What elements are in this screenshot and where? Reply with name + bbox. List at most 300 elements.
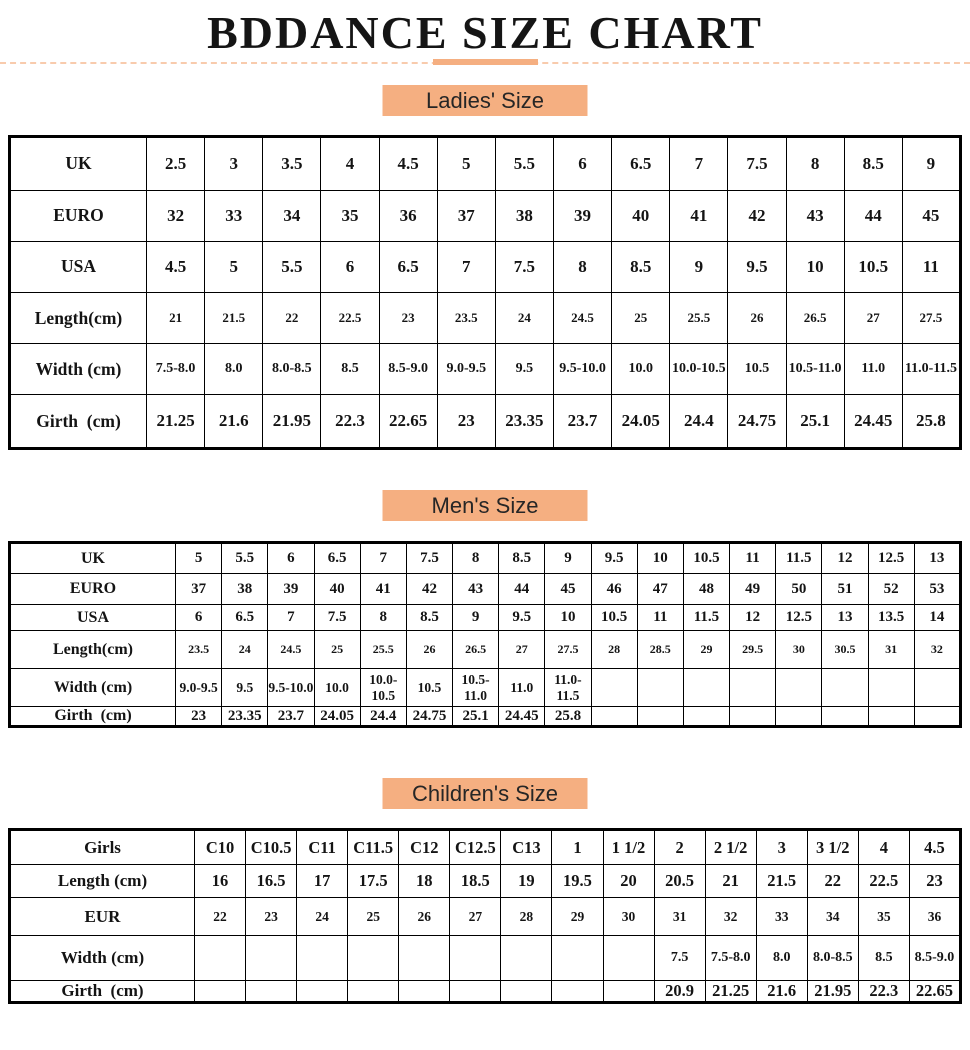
size-value-cell: 10.5 (683, 543, 729, 574)
size-value-cell: 6 (176, 605, 222, 631)
size-value-cell (399, 936, 450, 981)
size-value-cell: 25 (348, 898, 399, 936)
size-value-cell (450, 936, 501, 981)
size-value-cell: 24 (297, 898, 348, 936)
size-value-cell (591, 707, 637, 727)
size-value-cell: 21.5 (205, 292, 263, 343)
size-value-cell: 25.5 (360, 631, 406, 669)
size-value-cell: 53 (914, 574, 960, 605)
size-value-cell: 39 (268, 574, 314, 605)
size-value-cell: 29 (552, 898, 603, 936)
size-value-cell: 11.0-11.5 (902, 344, 960, 395)
size-value-cell: 19.5 (552, 865, 603, 898)
size-value-cell: C13 (501, 830, 552, 865)
size-value-cell (868, 707, 914, 727)
size-value-cell: 8 (553, 241, 611, 292)
size-value-cell (637, 707, 683, 727)
size-value-cell: 2 1/2 (705, 830, 756, 865)
size-value-cell: 30 (603, 898, 654, 936)
row-label-cell: UK (10, 137, 147, 191)
row-label-cell: Girth (cm) (10, 707, 176, 727)
table-row (10, 707, 961, 727)
page-title: BDDANCE SIZE CHART (207, 7, 763, 58)
size-value-cell (914, 669, 960, 707)
size-value-cell: 21.6 (756, 981, 807, 1003)
size-value-cell: 3 (756, 830, 807, 865)
size-value-cell: 8.0 (205, 344, 263, 395)
size-value-cell: 5.5 (263, 241, 321, 292)
size-value-cell: 18 (399, 865, 450, 898)
size-value-cell (603, 936, 654, 981)
row-label-cell: EURO (10, 190, 147, 241)
title-underline-accent (433, 59, 538, 65)
size-value-cell: 23 (246, 898, 297, 936)
size-value-cell: 10.5 (406, 669, 452, 707)
size-value-cell: 30.5 (822, 631, 868, 669)
size-value-cell: 27.5 (545, 631, 591, 669)
size-value-cell: 24.4 (360, 707, 406, 727)
size-value-cell: C11 (297, 830, 348, 865)
size-value-cell: 25.1 (786, 395, 844, 449)
table-row (10, 241, 961, 292)
size-value-cell: 51 (822, 574, 868, 605)
row-label-cell: Length(cm) (10, 292, 147, 343)
size-value-cell: 11 (730, 543, 776, 574)
size-value-cell: 21 (147, 292, 205, 343)
size-value-cell: 6.5 (314, 543, 360, 574)
size-value-cell (501, 936, 552, 981)
size-value-cell: 7.5 (495, 241, 553, 292)
size-value-cell: 23 (176, 707, 222, 727)
size-value-cell: 46 (591, 574, 637, 605)
size-value-cell: 38 (222, 574, 268, 605)
size-value-cell: 43 (453, 574, 499, 605)
size-value-cell: 10 (637, 543, 683, 574)
size-value-cell: 23.5 (437, 292, 495, 343)
size-value-cell (603, 981, 654, 1003)
size-value-cell: 29 (683, 631, 729, 669)
size-value-cell (730, 707, 776, 727)
size-value-cell: 25.8 (902, 395, 960, 449)
size-value-cell: 7.5-8.0 (705, 936, 756, 981)
table-row (10, 543, 961, 574)
size-value-cell: 5 (176, 543, 222, 574)
size-value-cell: 20.9 (654, 981, 705, 1003)
size-value-cell: 24.45 (844, 395, 902, 449)
size-value-cell: 13 (822, 605, 868, 631)
size-value-cell: 10.5 (728, 344, 786, 395)
size-value-cell: 31 (654, 898, 705, 936)
size-value-cell: 2.5 (147, 137, 205, 191)
size-value-cell: 24.75 (406, 707, 452, 727)
size-value-cell: 5.5 (495, 137, 553, 191)
size-value-cell: 8 (360, 605, 406, 631)
size-value-cell: 8 (786, 137, 844, 191)
size-value-cell: 10 (786, 241, 844, 292)
size-value-cell: 11.0 (499, 669, 545, 707)
size-value-cell: 10.5-11.0 (453, 669, 499, 707)
size-value-cell: 27 (450, 898, 501, 936)
size-value-cell: 26.5 (453, 631, 499, 669)
size-value-cell: 28 (591, 631, 637, 669)
size-value-cell: C12 (399, 830, 450, 865)
size-value-cell: 23 (437, 395, 495, 449)
size-value-cell: 7.5 (728, 137, 786, 191)
size-value-cell: 10.5 (591, 605, 637, 631)
size-value-cell: 22 (807, 865, 858, 898)
size-value-cell: 30 (776, 631, 822, 669)
childrens-size-table (8, 828, 962, 1004)
row-label-cell: Girls (10, 830, 195, 865)
size-value-cell: 8.5-9.0 (379, 344, 437, 395)
size-value-cell (683, 669, 729, 707)
ladies-size-header: Ladies' Size (383, 85, 588, 116)
size-value-cell: 32 (147, 190, 205, 241)
row-label-cell: EURO (10, 574, 176, 605)
size-value-cell: 4 (858, 830, 909, 865)
size-value-cell: 23 (909, 865, 960, 898)
size-value-cell: 11 (637, 605, 683, 631)
row-label-cell: Girth (cm) (10, 981, 195, 1003)
size-value-cell (501, 981, 552, 1003)
size-value-cell: 25 (314, 631, 360, 669)
size-value-cell: 36 (379, 190, 437, 241)
size-value-cell: 6.5 (379, 241, 437, 292)
size-value-cell: 20.5 (654, 865, 705, 898)
size-value-cell (246, 981, 297, 1003)
size-value-cell: 3.5 (263, 137, 321, 191)
size-value-cell: 13.5 (868, 605, 914, 631)
size-value-cell: 24 (222, 631, 268, 669)
size-value-cell (195, 981, 246, 1003)
size-value-cell: 28.5 (637, 631, 683, 669)
size-value-cell: 10.0 (612, 344, 670, 395)
size-value-cell: 37 (437, 190, 495, 241)
size-value-cell: 22.5 (321, 292, 379, 343)
size-value-cell: 52 (868, 574, 914, 605)
size-value-cell: 29.5 (730, 631, 776, 669)
size-value-cell: 34 (263, 190, 321, 241)
table-row (10, 669, 961, 707)
size-value-cell: 17.5 (348, 865, 399, 898)
size-value-cell: 5 (205, 241, 263, 292)
size-value-cell: 10 (545, 605, 591, 631)
size-value-cell: 16 (195, 865, 246, 898)
size-value-cell (297, 981, 348, 1003)
size-value-cell: 49 (730, 574, 776, 605)
size-value-cell: 13 (914, 543, 960, 574)
size-value-cell: 8.0-8.5 (807, 936, 858, 981)
size-value-cell: 2 (654, 830, 705, 865)
size-value-cell: 7.5 (314, 605, 360, 631)
size-value-cell: 31 (868, 631, 914, 669)
size-value-cell: 24.4 (670, 395, 728, 449)
size-value-cell: 23.35 (495, 395, 553, 449)
size-value-cell: 5 (437, 137, 495, 191)
size-value-cell: 50 (776, 574, 822, 605)
size-value-cell (914, 707, 960, 727)
size-value-cell: C12.5 (450, 830, 501, 865)
size-value-cell: 33 (756, 898, 807, 936)
size-value-cell: 45 (545, 574, 591, 605)
table-row (10, 981, 961, 1003)
size-value-cell: 10.0 (314, 669, 360, 707)
size-value-cell: 9.5 (728, 241, 786, 292)
table-row (10, 574, 961, 605)
size-value-cell: 41 (670, 190, 728, 241)
size-value-cell (195, 936, 246, 981)
size-value-cell: 8.5 (612, 241, 670, 292)
size-value-cell: 23.7 (268, 707, 314, 727)
size-value-cell: 27 (499, 631, 545, 669)
size-value-cell: 21.25 (147, 395, 205, 449)
size-value-cell: 4 (321, 137, 379, 191)
size-value-cell: 45 (902, 190, 960, 241)
row-label-cell: Length(cm) (10, 631, 176, 669)
table-row (10, 936, 961, 981)
size-value-cell: 24.5 (268, 631, 314, 669)
size-value-cell: 4.5 (909, 830, 960, 865)
size-value-cell: 18.5 (450, 865, 501, 898)
size-value-cell: 8.5-9.0 (909, 936, 960, 981)
row-label-cell: Girth (cm) (10, 395, 147, 449)
size-value-cell: 23.7 (553, 395, 611, 449)
size-value-cell: 26 (406, 631, 452, 669)
size-value-cell: 39 (553, 190, 611, 241)
size-value-cell: 3 1/2 (807, 830, 858, 865)
size-value-cell: 42 (406, 574, 452, 605)
size-value-cell: 34 (807, 898, 858, 936)
size-value-cell: 7.5-8.0 (147, 344, 205, 395)
size-value-cell: 16.5 (246, 865, 297, 898)
size-value-cell (348, 936, 399, 981)
size-value-cell: 12 (822, 543, 868, 574)
size-value-cell (776, 669, 822, 707)
size-value-cell (348, 981, 399, 1003)
size-value-cell: 8.0 (756, 936, 807, 981)
size-value-cell: 11.5 (776, 543, 822, 574)
size-value-cell: 37 (176, 574, 222, 605)
table-row (10, 292, 961, 343)
size-value-cell: 22 (263, 292, 321, 343)
size-value-cell: 8.5 (499, 543, 545, 574)
size-value-cell: 41 (360, 574, 406, 605)
size-value-cell: C10 (195, 830, 246, 865)
size-value-cell: 21.25 (705, 981, 756, 1003)
size-value-cell: 8.0-8.5 (263, 344, 321, 395)
size-value-cell (246, 936, 297, 981)
size-value-cell: 21.95 (263, 395, 321, 449)
table-row (10, 605, 961, 631)
size-value-cell: 4.5 (379, 137, 437, 191)
size-value-cell: 9.5-10.0 (553, 344, 611, 395)
size-value-cell: 9.5 (591, 543, 637, 574)
size-value-cell (450, 981, 501, 1003)
size-value-cell: 6 (321, 241, 379, 292)
size-value-cell: 12 (730, 605, 776, 631)
size-value-cell: 11.0-11.5 (545, 669, 591, 707)
size-value-cell: 26.5 (786, 292, 844, 343)
size-value-cell: 10.0-10.5 (670, 344, 728, 395)
size-value-cell: 6.5 (222, 605, 268, 631)
size-value-cell: 9 (545, 543, 591, 574)
size-value-cell: 5.5 (222, 543, 268, 574)
size-value-cell: 23.5 (176, 631, 222, 669)
size-value-cell: 6.5 (612, 137, 670, 191)
row-label-cell: Width (cm) (10, 669, 176, 707)
size-value-cell: 36 (909, 898, 960, 936)
row-label-cell: USA (10, 241, 147, 292)
size-value-cell: C10.5 (246, 830, 297, 865)
size-value-cell: 8.5 (858, 936, 909, 981)
size-value-cell: 24 (495, 292, 553, 343)
size-value-cell: 11.0 (844, 344, 902, 395)
size-value-cell: 7 (437, 241, 495, 292)
size-value-cell (399, 981, 450, 1003)
size-value-cell: 23.35 (222, 707, 268, 727)
size-value-cell: 22.3 (858, 981, 909, 1003)
size-value-cell: 12.5 (776, 605, 822, 631)
size-value-cell (683, 707, 729, 727)
table-row (10, 865, 961, 898)
size-value-cell (822, 707, 868, 727)
size-value-cell: 22.5 (858, 865, 909, 898)
size-value-cell (552, 981, 603, 1003)
size-value-cell: 26 (399, 898, 450, 936)
size-value-cell: 9.5 (495, 344, 553, 395)
size-value-cell: 32 (914, 631, 960, 669)
size-value-cell: 28 (501, 898, 552, 936)
size-value-cell: 24.05 (612, 395, 670, 449)
size-value-cell: 25.5 (670, 292, 728, 343)
size-value-cell: 19 (501, 865, 552, 898)
size-value-cell: 42 (728, 190, 786, 241)
size-value-cell: 26 (728, 292, 786, 343)
row-label-cell: Length (cm) (10, 865, 195, 898)
table-row (10, 898, 961, 936)
size-value-cell: 23 (379, 292, 437, 343)
size-value-cell: 22.65 (379, 395, 437, 449)
size-value-cell: 9 (902, 137, 960, 191)
size-value-cell: 7 (268, 605, 314, 631)
size-value-cell: 38 (495, 190, 553, 241)
size-value-cell: 20 (603, 865, 654, 898)
size-value-cell: 8 (453, 543, 499, 574)
size-value-cell: 7 (360, 543, 406, 574)
size-value-cell: 25.1 (453, 707, 499, 727)
size-value-cell: 11.5 (683, 605, 729, 631)
size-value-cell: 47 (637, 574, 683, 605)
size-value-cell (776, 707, 822, 727)
size-value-cell: 21.6 (205, 395, 263, 449)
size-value-cell: C11.5 (348, 830, 399, 865)
size-value-cell: 21 (705, 865, 756, 898)
size-value-cell: 48 (683, 574, 729, 605)
size-value-cell: 8.5 (321, 344, 379, 395)
size-value-cell: 22 (195, 898, 246, 936)
mens-size-table (8, 541, 962, 728)
size-value-cell: 24.05 (314, 707, 360, 727)
size-value-cell: 12.5 (868, 543, 914, 574)
table-row (10, 137, 961, 191)
size-value-cell: 24.45 (499, 707, 545, 727)
size-value-cell: 6 (268, 543, 314, 574)
size-value-cell: 35 (321, 190, 379, 241)
size-value-cell: 9.5 (499, 605, 545, 631)
table-row (10, 631, 961, 669)
size-value-cell: 10.5-11.0 (786, 344, 844, 395)
size-value-cell: 21.95 (807, 981, 858, 1003)
size-value-cell: 7 (670, 137, 728, 191)
size-value-cell: 21.5 (756, 865, 807, 898)
size-value-cell: 1 1/2 (603, 830, 654, 865)
size-value-cell: 44 (844, 190, 902, 241)
mens-size-header: Men's Size (383, 490, 588, 521)
size-value-cell: 27.5 (902, 292, 960, 343)
size-value-cell (552, 936, 603, 981)
size-value-cell (591, 669, 637, 707)
table-row (10, 190, 961, 241)
size-value-cell (730, 669, 776, 707)
row-label-cell: Width (cm) (10, 344, 147, 395)
size-value-cell: 24.75 (728, 395, 786, 449)
size-value-cell: 6 (553, 137, 611, 191)
size-value-cell: 35 (858, 898, 909, 936)
size-value-cell: 33 (205, 190, 263, 241)
size-value-cell: 10.5 (844, 241, 902, 292)
size-value-cell: 32 (705, 898, 756, 936)
table-row (10, 395, 961, 449)
ladies-size-table (8, 135, 962, 450)
row-label-cell: Width (cm) (10, 936, 195, 981)
size-value-cell: 7.5 (654, 936, 705, 981)
size-value-cell: 22.3 (321, 395, 379, 449)
size-value-cell: 24.5 (553, 292, 611, 343)
size-value-cell (637, 669, 683, 707)
size-value-cell: 1 (552, 830, 603, 865)
size-value-cell: 8.5 (406, 605, 452, 631)
size-value-cell: 14 (914, 605, 960, 631)
size-value-cell: 9 (670, 241, 728, 292)
size-value-cell: 9 (453, 605, 499, 631)
size-value-cell: 43 (786, 190, 844, 241)
size-value-cell: 22.65 (909, 981, 960, 1003)
size-value-cell: 17 (297, 865, 348, 898)
size-value-cell: 9.0-9.5 (437, 344, 495, 395)
size-value-cell (297, 936, 348, 981)
size-value-cell: 9.5-10.0 (268, 669, 314, 707)
size-value-cell: 40 (314, 574, 360, 605)
size-value-cell: 44 (499, 574, 545, 605)
size-value-cell: 11 (902, 241, 960, 292)
size-value-cell: 8.5 (844, 137, 902, 191)
size-value-cell: 9.0-9.5 (176, 669, 222, 707)
table-row (10, 830, 961, 865)
size-value-cell: 3 (205, 137, 263, 191)
size-value-cell: 40 (612, 190, 670, 241)
size-value-cell: 9.5 (222, 669, 268, 707)
childrens-size-header: Children's Size (383, 778, 588, 809)
size-value-cell (868, 669, 914, 707)
row-label-cell: UK (10, 543, 176, 574)
size-value-cell: 7.5 (406, 543, 452, 574)
size-value-cell: 10.0-10.5 (360, 669, 406, 707)
size-value-cell: 27 (844, 292, 902, 343)
size-value-cell: 25 (612, 292, 670, 343)
size-value-cell: 4.5 (147, 241, 205, 292)
row-label-cell: EUR (10, 898, 195, 936)
table-row (10, 344, 961, 395)
